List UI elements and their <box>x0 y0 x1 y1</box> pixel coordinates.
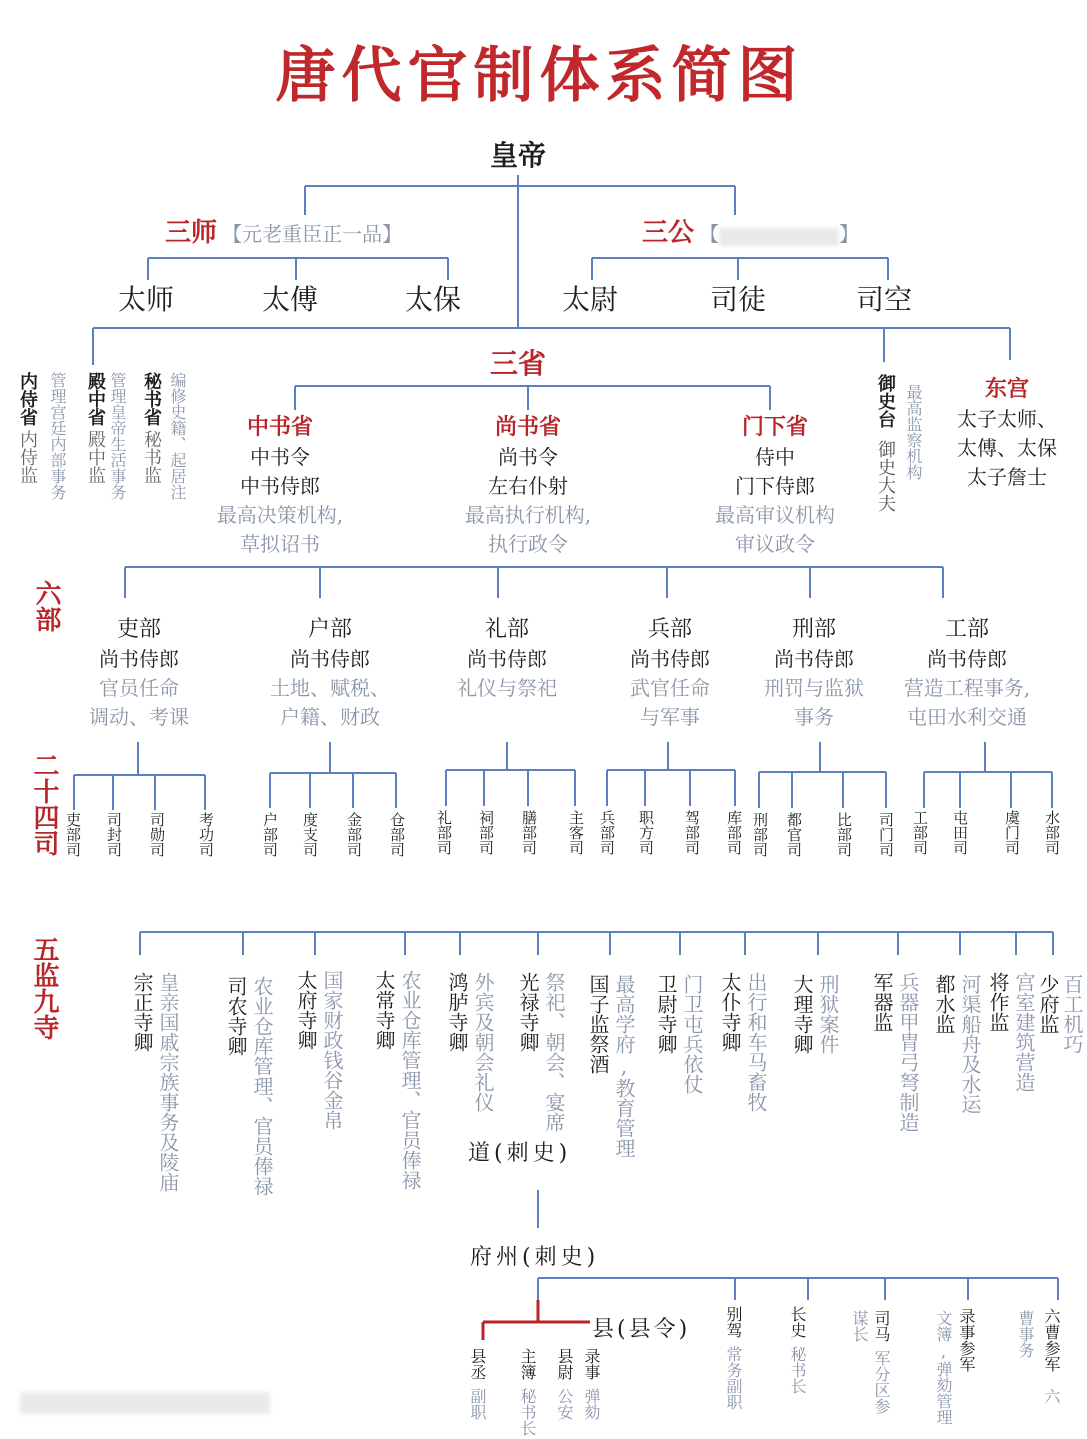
zhou-official-desc: 谋长 <box>850 1310 869 1342</box>
zhou-official-desc: 常务副职 <box>724 1346 743 1410</box>
bu-name: 工部 <box>944 617 989 642</box>
si-item: 仓部司 <box>388 812 406 857</box>
si-item: 比部司 <box>835 812 853 857</box>
side-sheng-name: 秘书省 <box>141 372 162 426</box>
fuzhou-node: 府州(刺史) <box>470 1245 600 1270</box>
sijian-name: 少府监 <box>1036 974 1060 1034</box>
bu-desc: 户籍、财政 <box>280 705 380 729</box>
sijian-desc: 百工机巧 <box>1060 974 1084 1054</box>
bu-name: 刑部 <box>791 617 836 642</box>
redacted-note <box>719 228 839 246</box>
sijian-name: 鸿胪寺卿 <box>445 972 469 1052</box>
bu-block <box>250 612 410 730</box>
si-item: 度支司 <box>301 812 319 857</box>
sijian-desc: 刑狱案件 <box>816 974 840 1054</box>
bu-block <box>600 612 740 730</box>
sangong-member: 司空 <box>856 283 913 316</box>
si-item: 祠部司 <box>477 810 495 855</box>
sijian-desc: 农业仓库管理、官员俸禄 <box>250 976 274 1196</box>
side-sheng-official: 内侍监 <box>17 430 38 484</box>
sheng-desc: 最高决策机构, <box>216 503 344 527</box>
zhou-official-name: 录事参军 <box>957 1308 976 1372</box>
sijian-name: 将作监 <box>986 972 1010 1032</box>
sanshi-member: 太保 <box>405 283 462 316</box>
side-sheng-desc: 管理皇帝生活事务 <box>108 372 127 500</box>
zhou-official-name: 长史 <box>788 1306 807 1338</box>
zhou-official-name: 司马 <box>872 1310 891 1342</box>
sijian-name: 国子监祭酒 <box>586 974 610 1074</box>
sijian-desc: 门卫屯兵依仗 <box>680 974 704 1094</box>
side-sheng-desc: 管理宫廷内部事务 <box>48 372 67 500</box>
sanshi-label: 三师 <box>165 218 218 248</box>
sijian-name: 光禄寺卿 <box>516 972 540 1052</box>
si-item: 金部司 <box>345 812 363 857</box>
sangong-header <box>642 212 859 249</box>
bu-name: 兵部 <box>647 617 692 642</box>
sheng-block-shangshu <box>438 410 618 557</box>
xian-official-name: 录事 <box>582 1348 601 1380</box>
si-item: 都官司 <box>785 812 803 857</box>
sanshi-note: 【元老重臣正一品】 <box>222 222 403 246</box>
bu-desc: 事务 <box>794 705 834 729</box>
sheng-name: 门下省 <box>741 415 808 440</box>
xian-official-desc: 秘书长 <box>518 1388 537 1436</box>
sangong-note-close: 】 <box>839 222 860 246</box>
sheng-name: 中书省 <box>246 415 313 440</box>
side-sheng-official: 殿中监 <box>85 430 106 484</box>
bu-block <box>882 612 1052 730</box>
sheng-desc: 审议政令 <box>735 532 815 556</box>
sheng-desc: 执行政令 <box>488 532 568 556</box>
sheng-official: 门下侍郎 <box>735 474 815 498</box>
sanshi-member: 太师 <box>118 283 175 316</box>
side-sheng-name: 殿中省 <box>85 372 106 426</box>
bu-name: 礼部 <box>484 617 529 642</box>
zhou-official-name: 六曹参军 <box>1042 1308 1061 1372</box>
si-item: 屯田司 <box>951 810 969 855</box>
sijian-desc: 外宾及朝会礼仪 <box>471 972 495 1112</box>
sijian-name: 太府寺卿 <box>294 970 318 1050</box>
sanshi-member: 太傅 <box>262 283 319 316</box>
si-item: 职方司 <box>637 810 655 855</box>
si-item: 礼部司 <box>435 810 453 855</box>
emperor-node: 皇帝 <box>489 139 546 172</box>
donggong-line: 太子太师、 <box>957 407 1057 431</box>
si-item: 驾部司 <box>683 810 701 855</box>
donggong-line: 太傅、太保 <box>957 436 1057 460</box>
bu-name: 吏部 <box>116 617 161 642</box>
sijian-name: 太仆寺卿 <box>718 972 742 1052</box>
zhou-official-name: 别驾 <box>724 1306 743 1338</box>
sheng-block-menxia <box>685 410 865 557</box>
si-item: 司勋司 <box>148 812 166 857</box>
sheng-block-zhongshu <box>190 410 370 557</box>
sijian-desc: 兵器甲胄弓弩制造 <box>896 972 920 1132</box>
xian-official-desc: 公安 <box>555 1388 574 1420</box>
si-item: 司封司 <box>105 812 123 857</box>
sijian-name: 宗正寺卿 <box>130 972 154 1052</box>
side-sheng-official: 秘书监 <box>141 430 162 484</box>
xian-node: 县(县令) <box>592 1317 691 1342</box>
bu-desc: 与军事 <box>640 705 700 729</box>
sangong-label: 三公 <box>642 218 695 248</box>
si-item: 膳部司 <box>520 810 538 855</box>
sanshi-header <box>165 212 402 249</box>
sangong-member: 太尉 <box>562 283 619 316</box>
sheng-desc: 最高执行机构, <box>464 503 592 527</box>
xian-official-name: 县尉 <box>555 1348 574 1380</box>
sijian-desc: 出行和车马畜牧 <box>744 972 768 1112</box>
bu-desc: 武官任命 <box>630 676 710 700</box>
bu-official: 尚书侍郎 <box>927 647 1007 671</box>
bu-official: 尚书侍郎 <box>630 647 710 671</box>
yushitai-name: 御史台 <box>875 374 896 428</box>
liubu-label: 六部 <box>31 580 61 632</box>
page-title: 唐代官制体系简图 <box>275 41 804 111</box>
zhou-official-desc: 秘书长 <box>788 1346 807 1394</box>
bu-desc: 礼仪与祭祀 <box>457 676 557 700</box>
si-item: 考功司 <box>197 812 215 857</box>
sijian-name: 太常寺卿 <box>372 970 396 1050</box>
sheng-official: 左右仆射 <box>488 474 568 498</box>
xian-official-desc: 副职 <box>468 1388 487 1420</box>
zhou-official-desc: 六 <box>1042 1388 1061 1404</box>
sansheng-label: 三省 <box>490 347 547 380</box>
bu-official: 尚书侍郎 <box>467 647 547 671</box>
zhou-official-desc: 军分区参 <box>872 1350 891 1414</box>
side-sheng-desc: 编修史籍、起居注 <box>168 372 187 500</box>
bu-official: 尚书侍郎 <box>774 647 854 671</box>
sheng-desc: 最高审议机构 <box>715 503 835 527</box>
bu-block <box>432 612 582 701</box>
si-item: 工部司 <box>911 810 929 855</box>
sijian-desc: 国家财政钱谷金帛 <box>320 970 344 1130</box>
si-item: 主客司 <box>567 810 585 855</box>
sijian-name: 大理寺卿 <box>790 974 814 1054</box>
sijian-name: 军器监 <box>870 972 894 1032</box>
watermark-blur <box>20 1392 270 1414</box>
dao-node: 道(刺史) <box>468 1136 571 1167</box>
sheng-name: 尚书省 <box>494 415 561 440</box>
sheng-official: 侍中 <box>755 445 795 469</box>
bu-block <box>68 612 210 730</box>
ershisi-label: 二十四司 <box>29 752 59 856</box>
bu-desc: 营造工程事务, <box>903 676 1031 700</box>
sijian-desc: 祭祀、朝会、宴席 <box>542 972 566 1132</box>
sijian-desc: 最高学府,教育管理 <box>612 974 636 1158</box>
bu-official: 尚书侍郎 <box>99 647 179 671</box>
si-item: 司门司 <box>877 812 895 857</box>
sangong-member: 司徒 <box>710 283 767 316</box>
donggong-line: 太子詹士 <box>967 465 1047 489</box>
si-item: 户部司 <box>261 812 279 857</box>
xian-official-desc: 弹劾 <box>582 1388 601 1420</box>
donggong-block <box>942 372 1072 490</box>
si-item: 兵部司 <box>598 810 616 855</box>
bu-name: 户部 <box>307 617 352 642</box>
si-item: 水部司 <box>1043 810 1061 855</box>
xian-official-name: 主簿 <box>518 1348 537 1380</box>
sheng-desc: 草拟诏书 <box>240 532 320 556</box>
sheng-official: 中书侍郎 <box>240 474 320 498</box>
sijian-desc: 农业仓库管理、官员俸禄 <box>398 970 422 1190</box>
sijian-desc: 宫室建筑营造 <box>1012 972 1036 1092</box>
donggong-name: 东宫 <box>984 377 1029 402</box>
sijian-desc: 皇亲国戚宗族事务及陵庙 <box>156 972 180 1192</box>
sangong-note-open: 【 <box>699 222 720 246</box>
zhou-official-desc: 文簿,弹劾管理 <box>934 1310 953 1425</box>
sijian-name: 都水监 <box>932 974 956 1034</box>
si-item: 吏部司 <box>64 812 82 857</box>
yushitai-official: 御史大夫 <box>875 440 896 512</box>
si-item: 刑部司 <box>751 812 769 857</box>
bu-desc: 土地、赋税、 <box>270 676 390 700</box>
zhou-official-desc: 曹事务 <box>1016 1310 1035 1358</box>
bu-desc: 屯田水利交通 <box>907 705 1027 729</box>
sijian-name: 卫尉寺卿 <box>654 974 678 1054</box>
yushitai-desc: 最高监察机构 <box>904 384 923 480</box>
bu-desc: 调动、考课 <box>89 705 189 729</box>
bu-desc: 官员任命 <box>99 676 179 700</box>
sheng-official: 中书令 <box>250 445 310 469</box>
sheng-official: 尚书令 <box>498 445 558 469</box>
side-sheng-name: 内侍省 <box>17 372 38 426</box>
si-item: 库部司 <box>725 810 743 855</box>
sijian-desc: 河渠船舟及水运 <box>958 974 982 1114</box>
xian-official-name: 县丞 <box>468 1348 487 1380</box>
bu-desc: 刑罚与监狱 <box>764 676 864 700</box>
bu-block <box>746 612 882 730</box>
si-item: 虞门司 <box>1003 810 1021 855</box>
bu-official: 尚书侍郎 <box>290 647 370 671</box>
sijian-name: 司农寺卿 <box>224 976 248 1056</box>
wujian-label: 五监九寺 <box>29 936 59 1040</box>
